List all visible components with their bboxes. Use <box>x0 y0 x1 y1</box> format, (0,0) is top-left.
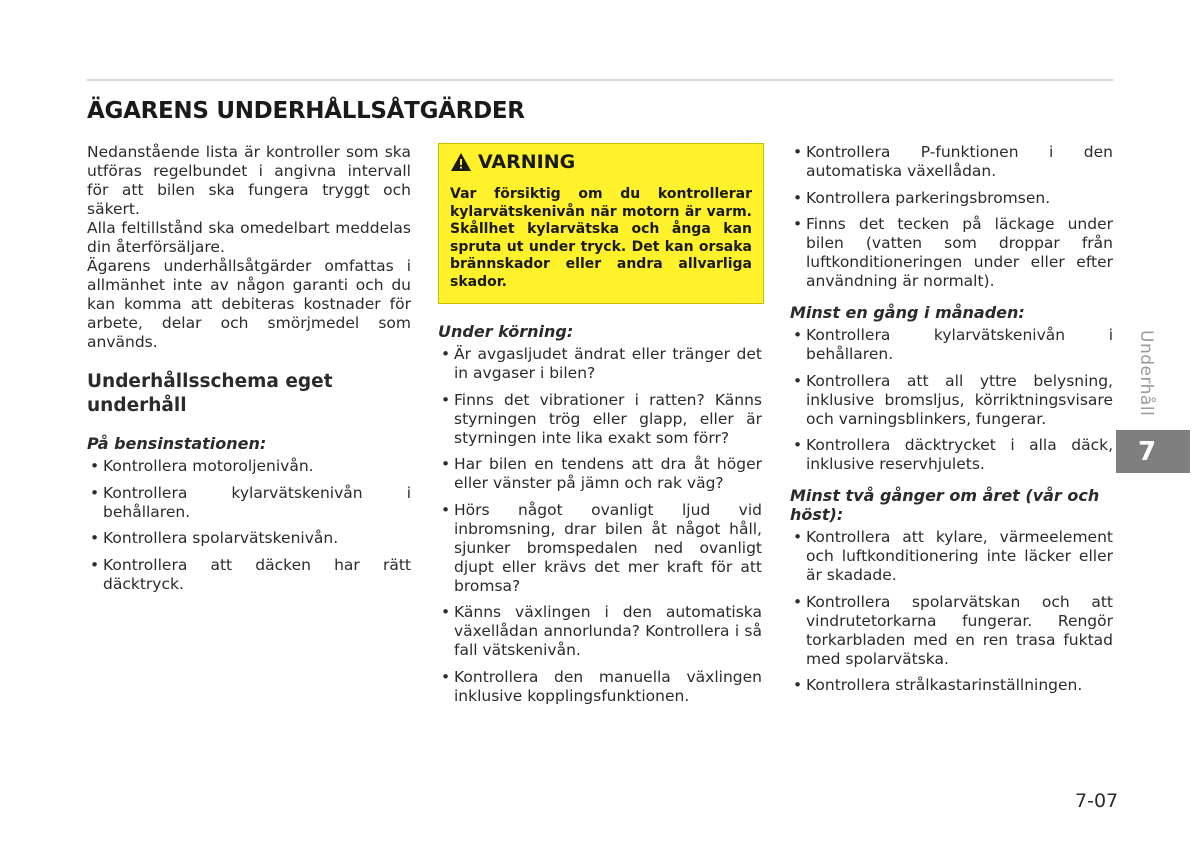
list-item <box>438 455 762 493</box>
list-item-text: Har bilen en tendens att dra åt höger eller vänster på jämn och rak väg? <box>454 455 762 492</box>
subsection-heading: Minst en gång i månaden: <box>790 303 1025 322</box>
section-heading: Underhållsschema eget underhåll <box>87 371 333 416</box>
list-item-text: Kontrollera att däcken har rätt däcktryck. <box>103 555 411 593</box>
bullet-icon: • <box>90 457 100 475</box>
subsection-heading: Minst två gånger om året (vår och höst): <box>790 486 1100 524</box>
intro-paragraph: Nedanstående lista är kontroller som ska utföras regelbundet i angivna intervall för att bilen ska fungera tryggt och säkert. <box>87 143 411 218</box>
list-item-text: Kontrollera spolarvätskenivån. <box>103 529 339 547</box>
bullet-icon: • <box>793 215 803 233</box>
chapter-tab <box>1116 430 1190 473</box>
list-item <box>790 189 1113 208</box>
checklist <box>438 345 762 706</box>
list-item <box>790 326 1113 364</box>
subsection-heading: På bensinstationen: <box>87 434 267 453</box>
checklist <box>790 326 1113 474</box>
bullet-icon: • <box>90 555 100 574</box>
list-item <box>438 501 762 596</box>
list-item <box>790 143 1113 181</box>
warning-triangle-icon <box>450 152 472 172</box>
intro-paragraph: Alla feltillstånd ska omedelbart meddelas din återförsäljare. <box>87 219 411 256</box>
list-item-text: Kontrollera motoroljenivån. <box>103 457 314 475</box>
list-item <box>790 372 1113 429</box>
list-item-text: Kontrollera däcktrycket i alla däck, inklusive reservhjulets. <box>806 436 1113 473</box>
bullet-icon: • <box>793 188 803 207</box>
list-item <box>790 676 1113 695</box>
list-item <box>790 436 1113 474</box>
bullet-icon: • <box>441 500 451 519</box>
checklist <box>790 143 1113 291</box>
bullet-icon: • <box>441 603 451 621</box>
list-item <box>790 528 1113 585</box>
list-item-text: Kontrollera kylarvätskenivån i behållaren. <box>103 483 411 521</box>
chapter-label: Underhåll <box>1136 330 1156 417</box>
bullet-icon: • <box>441 390 451 409</box>
bullet-icon: • <box>793 436 803 454</box>
list-item <box>790 593 1113 669</box>
right-column <box>790 143 1113 703</box>
warning-title: VARNING <box>478 150 576 173</box>
bullet-icon: • <box>90 529 100 547</box>
list-item-text: Kontrollera kylarvätskenivån i behållaren. <box>806 326 1113 363</box>
checklist <box>790 528 1113 695</box>
bullet-icon: • <box>441 345 451 363</box>
bullet-icon: • <box>441 455 451 473</box>
chapter-number: 7 <box>1138 436 1157 467</box>
list-item-text: Kontrollera att all yttre belysning, inklusive bromsljus, körriktningsvisare och varningsblinkers, fungerar. <box>806 371 1113 428</box>
list-item-text: Kontrollera att kylare, värmeelement och luftkonditionering inte läcker eller är skadade. <box>806 528 1113 584</box>
list-item <box>87 457 411 476</box>
bullet-icon: • <box>793 326 803 344</box>
list-item-text: Finns det tecken på läckage under bilen (vatten som droppar från luftkonditioneringen under eller efter användning är normalt). <box>806 215 1113 290</box>
bullet-icon: • <box>90 483 100 502</box>
list-item <box>438 603 762 660</box>
list-item-text: Kontrollera spolarvätskan och att vindrutetorkarna fungerar. Rengör torkarbladen med en ren trasa fuktad med spolarvätska. <box>806 592 1113 668</box>
subsection-heading: Under körning: <box>438 322 574 341</box>
list-item-text: Hörs något ovanligt ljud vid inbromsning, drar bilen åt något håll, sjunker bromspedalen ned ovanligt djupt eller krävs det mer kraft för att bromsa? <box>454 500 762 595</box>
list-item <box>790 215 1113 291</box>
middle-column <box>438 143 762 713</box>
bullet-icon: • <box>793 676 803 694</box>
list-item-text: Kontrollera P-funktionen i den automatiska växellådan. <box>806 143 1113 180</box>
list-item-text: Är avgasljudet ändrat eller tränger det in avgaser i bilen? <box>454 345 762 382</box>
intro-paragraph: Ägarens underhållsåtgärder omfattas i allmänhet inte av någon garanti och du kan komma att debiteras kostnader för arbete, delar och smörjmedel som används. <box>87 257 411 351</box>
list-item-text: Kontrollera parkeringsbromsen. <box>806 188 1051 207</box>
bullet-icon: • <box>793 528 803 546</box>
warning-header <box>450 152 752 172</box>
bullet-icon: • <box>793 592 803 611</box>
list-item-text: Kontrollera den manuella växlingen inklusive kopplingsfunktionen. <box>454 667 762 705</box>
list-item <box>87 529 411 548</box>
list-item <box>87 556 411 594</box>
page-title: ÄGARENS UNDERHÅLLSÅTGÄRDER <box>87 98 525 124</box>
left-column <box>87 143 411 601</box>
list-item <box>438 391 762 448</box>
list-item-text: Känns växlingen i den automatiska växellådan annorlunda? Kontrollera i så fall vätskenivån. <box>454 603 762 659</box>
warning-text: Var försiktig om du kontrollerar kylarvätskenivån när motorn är varm. Skållhet kylarvätska och ånga kan spruta ut under tryck. Det kan orsaka brännskador eller andra allvarliga skador. <box>450 186 752 290</box>
checklist <box>87 457 411 594</box>
warning-box <box>438 143 764 304</box>
list-item <box>438 668 762 706</box>
top-rule <box>87 79 1113 81</box>
page-number: 7-07 <box>1075 790 1119 812</box>
bullet-icon: • <box>793 371 803 390</box>
bullet-icon: • <box>441 667 451 686</box>
list-item <box>87 484 411 522</box>
list-item-text: Finns det vibrationer i ratten? Känns styrningen trög eller glapp, eller är styrningen inte lika exakt som förr? <box>454 390 762 447</box>
list-item <box>438 345 762 383</box>
list-item-text: Kontrollera strålkastarinställningen. <box>806 676 1083 694</box>
bullet-icon: • <box>793 143 803 161</box>
